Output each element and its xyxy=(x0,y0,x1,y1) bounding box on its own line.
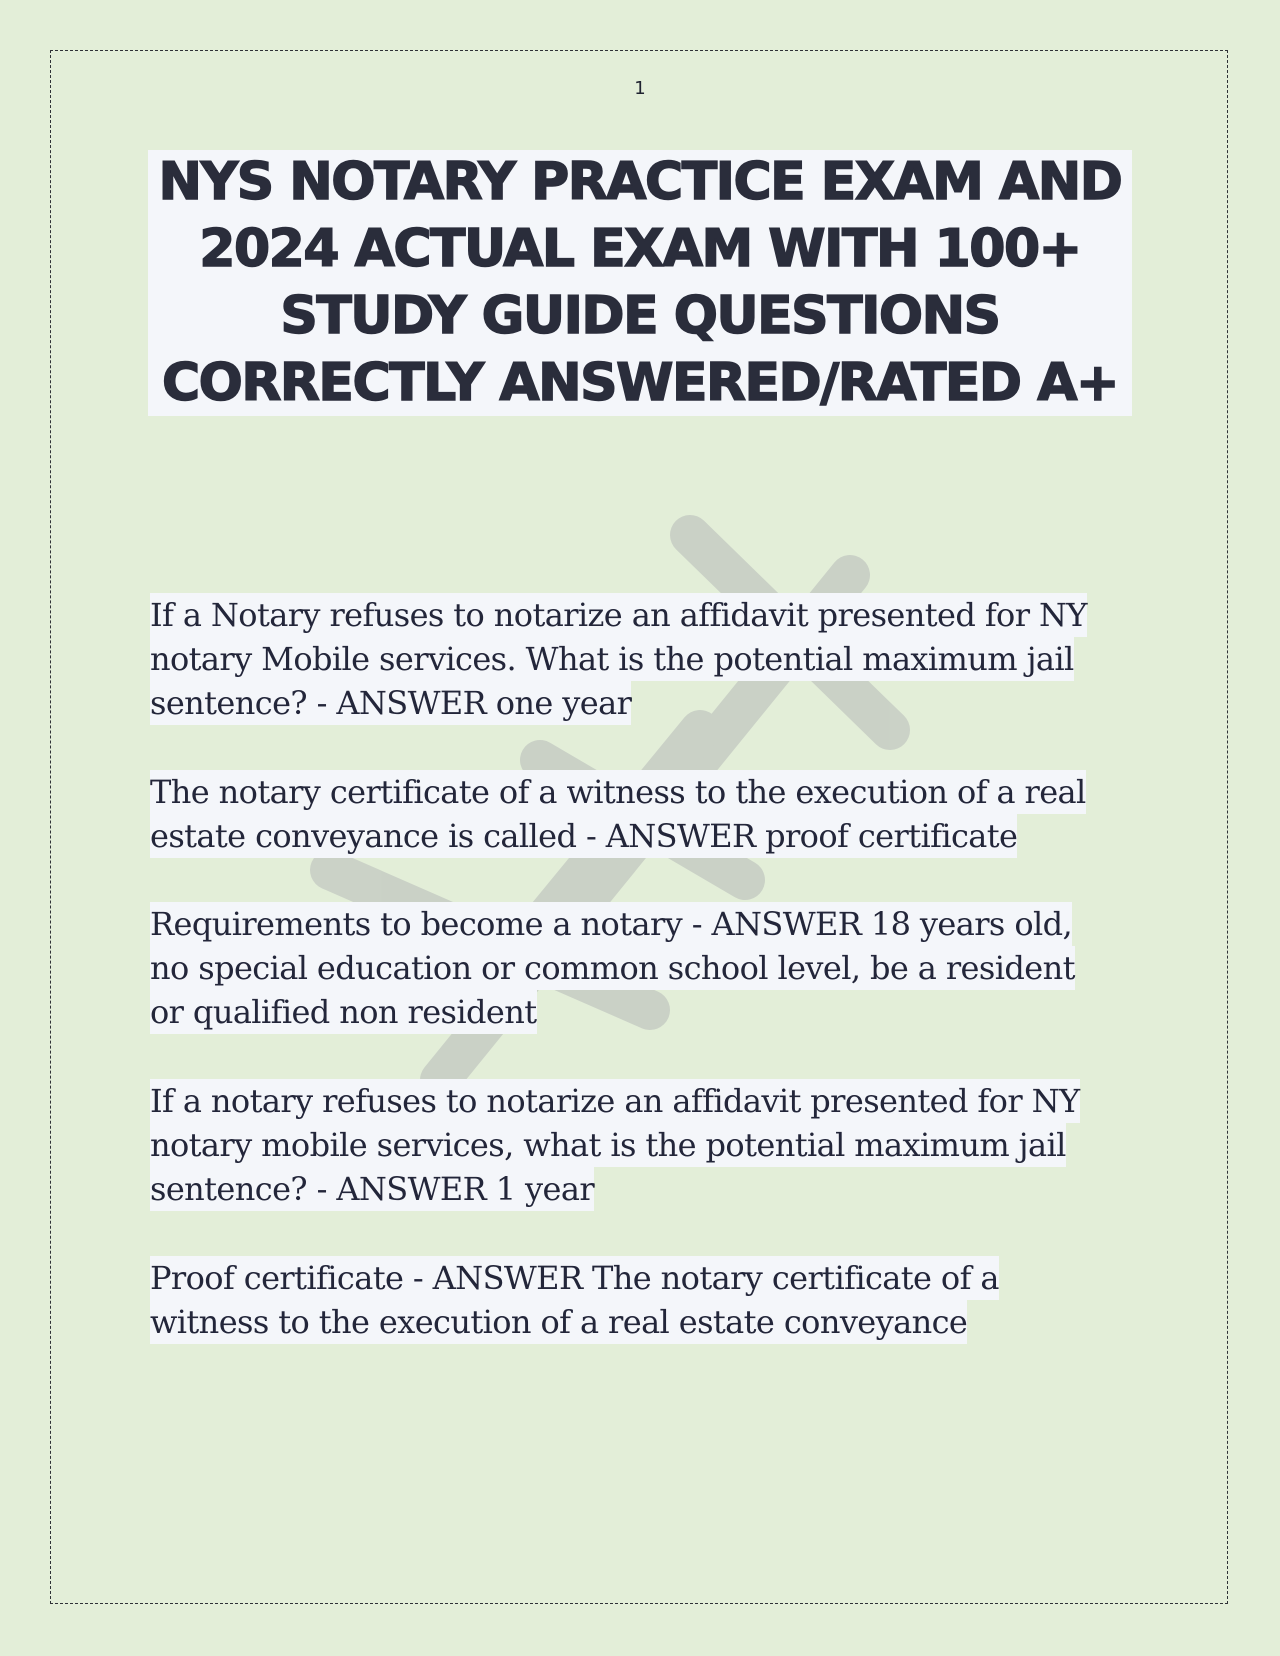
qa-line: Requirements to become a notary - ANSWER 18 years old, xyxy=(150,902,1072,946)
title-line: 2024 ACTUAL EXAM WITH 100+ xyxy=(199,219,1081,279)
qa-line: notary mobile services, what is the potential maximum jail xyxy=(150,1123,1066,1167)
qa-line: If a notary refuses to notarize an affidavit presented for NY xyxy=(150,1079,1080,1123)
qa-item xyxy=(150,1079,1080,1211)
qa-line: The notary certificate of a witness to the execution of a real xyxy=(150,770,1086,814)
qa-line: If a Notary refuses to notarize an affidavit presented for NY xyxy=(150,593,1087,637)
qa-line: or qualified non resident xyxy=(150,990,537,1034)
qa-line: sentence? - ANSWER one year xyxy=(150,681,631,725)
qa-item xyxy=(150,1256,999,1344)
qa-item xyxy=(150,902,1075,1034)
title-line: STUDY GUIDE QUESTIONS xyxy=(280,286,1000,346)
qa-line: no special education or common school level, be a resident xyxy=(150,946,1075,990)
document-title xyxy=(148,150,1132,416)
qa-item xyxy=(150,593,1087,725)
qa-item xyxy=(150,770,1086,858)
qa-line: Proof certificate - ANSWER The notary certificate of a xyxy=(150,1256,999,1300)
qa-line: sentence? - ANSWER 1 year xyxy=(150,1167,594,1211)
qa-line: notary Mobile services. What is the potential maximum jail xyxy=(150,637,1074,681)
qa-line: estate conveyance is called - ANSWER proof certificate xyxy=(150,814,1017,858)
title-line: CORRECTLY ANSWERED/RATED A+ xyxy=(161,353,1119,413)
page-number: 1 xyxy=(634,78,646,99)
qa-line: witness to the execution of a real estate conveyance xyxy=(150,1300,967,1344)
title-line: NYS NOTARY PRACTICE EXAM AND xyxy=(158,152,1122,212)
